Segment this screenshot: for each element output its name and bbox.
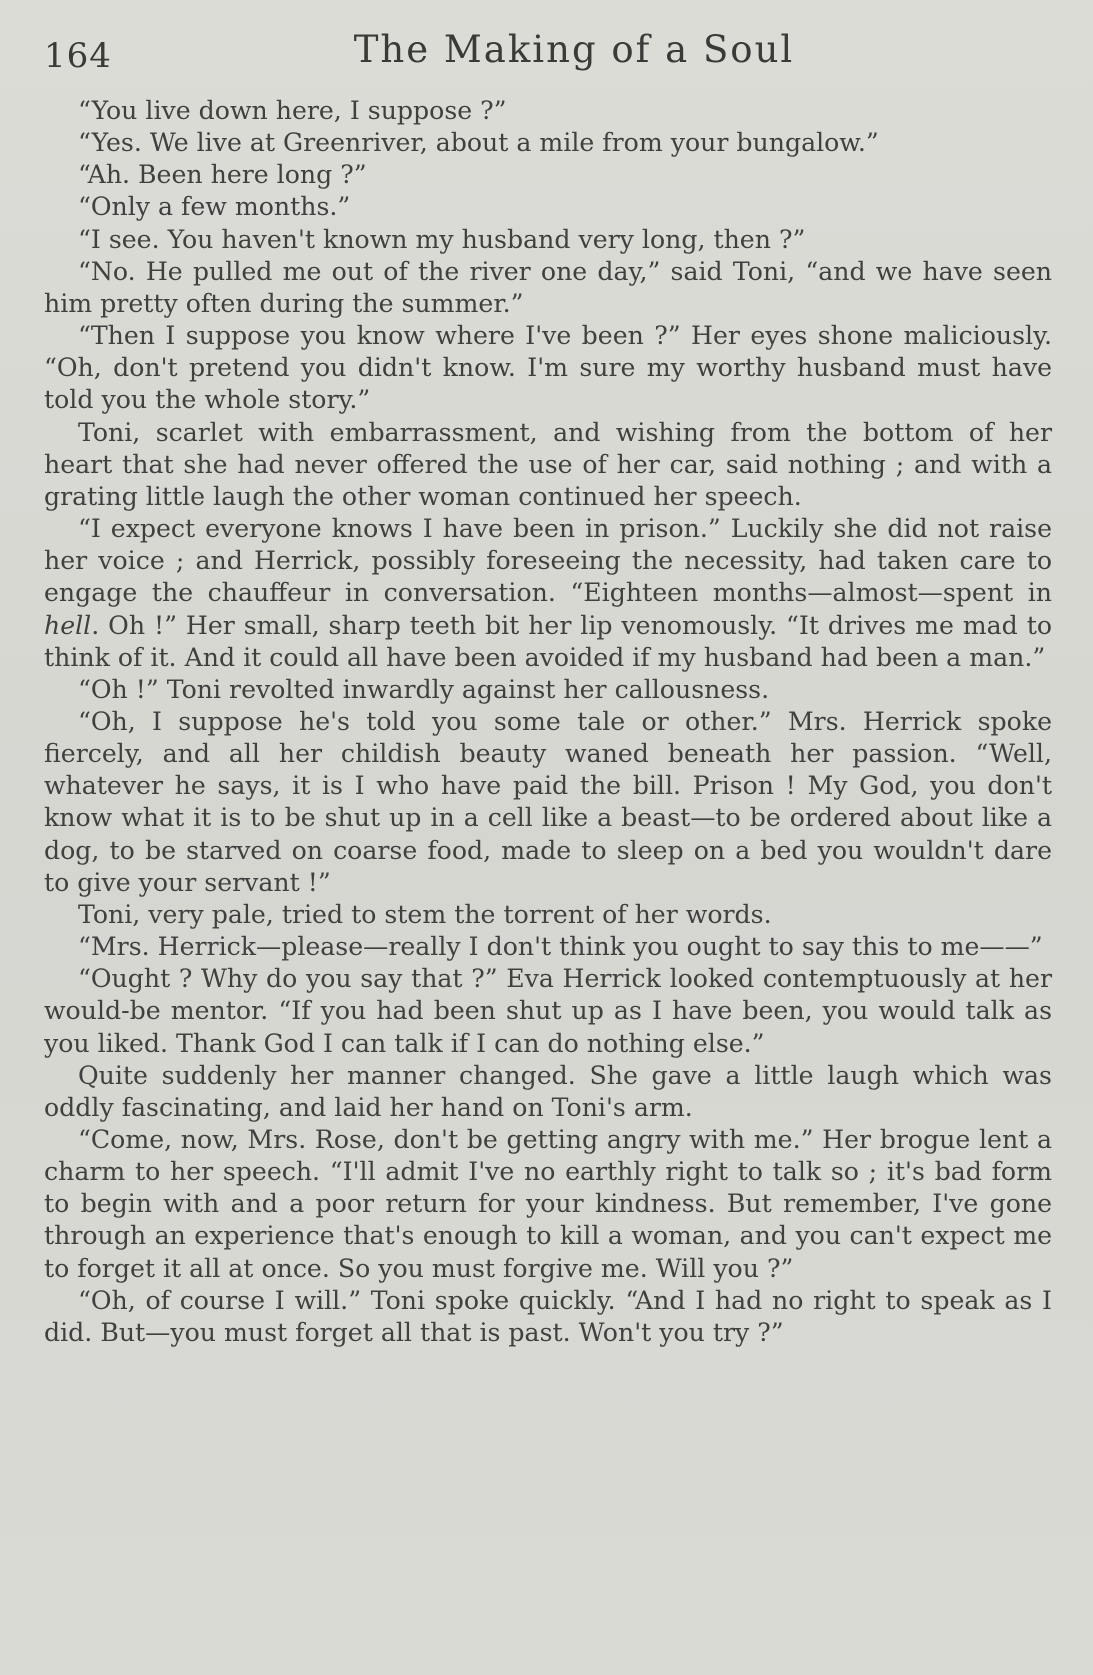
paragraph: Quite suddenly her manner changed. She gave a little laugh which was oddly fascinating, and laid her hand on Toni's arm. bbox=[44, 1060, 1052, 1122]
page-header bbox=[44, 28, 1054, 78]
paragraph: “Oh !” Toni revolted inwardly against her callousness. bbox=[78, 674, 770, 704]
paragraph: “Come, now, Mrs. Rose, don't be getting angry with me.” Her brogue lent a charm to her speech. “I'll admit I've no earthly right to talk so ; it's bad form to begin with and a poor return for your kindness. But remember, I've gone through an experience that's enough to kill a woman, and you can't expect me to forget it all at once. So you must forgive me. Will you ?” bbox=[44, 1125, 1052, 1283]
paragraph: “Oh, of course I will.” Toni spoke quickly. “And I had no right to speak as I did. But—you must forget all that is past. Won't you try ?” bbox=[44, 1285, 1052, 1347]
page-number: 164 bbox=[44, 36, 112, 76]
body-text bbox=[44, 95, 1052, 1349]
paragraph: “No. He pulled me out of the river one day,” said Toni, “and we have seen him pretty often during the summer.” bbox=[44, 256, 1052, 318]
running-title: The Making of a Soul bbox=[353, 28, 795, 71]
paragraph: “Then I suppose you know where I've been ?” Her eyes shone maliciously. “Oh, don't pretend you didn't know. I'm sure my worthy husband must have told you the whole story.” bbox=[44, 321, 1052, 415]
paragraph: “Ah. Been here long ?” bbox=[78, 160, 367, 190]
paragraph: “Mrs. Herrick—please—really I don't think you ought to say this to me——” bbox=[78, 932, 1043, 962]
paragraph: Toni, very pale, tried to stem the torrent of her words. bbox=[78, 899, 772, 929]
paragraph: “Oh, I suppose he's told you some tale or other.” Mrs. Herrick spoke fiercely, and all her childish beauty waned beneath her passion. “Well, whatever he says, it is I who have paid the bill. Prison ! My God, you don't know what it is to be shut up in a cell like a beast—to be ordered about like a dog, to be starved on coarse food, made to sleep on a bed you wouldn't dare to give your servant !” bbox=[44, 706, 1052, 897]
emphasis: hell bbox=[44, 610, 92, 640]
paragraph: “You live down here, I suppose ?” bbox=[78, 96, 507, 125]
paragraph: “Yes. We live at Greenriver, about a mile from your bungalow.” bbox=[78, 128, 879, 158]
paragraph: “I expect everyone knows I have been in prison.” Luckily she did not raise her voice ; and Herrick, possibly foreseeing the necessity, had taken care to engage the chauffeur in conversation. “Eighteen months—almost—spent in hell. Oh !” Her small, sharp teeth bit her lip venomously. “It drives me mad to think of it. And it could all have been avoided if my husband had been a man.” bbox=[44, 514, 1052, 672]
paragraph: “I see. You haven't known my husband very long, then ?” bbox=[78, 224, 806, 254]
paragraph: “Only a few months.” bbox=[78, 192, 351, 222]
paragraph: Toni, scarlet with embarrassment, and wishing from the bottom of her heart that she had never offered the use of her car, said nothing ; and with a grating little laugh the other woman continued her speech. bbox=[44, 417, 1052, 511]
paragraph: “Ought ? Why do you say that ?” Eva Herrick looked contemptuously at her would-be mentor. “If you had been shut up as I have been, you would talk as you liked. Thank God I can talk if I can do nothing else.” bbox=[44, 964, 1052, 1058]
